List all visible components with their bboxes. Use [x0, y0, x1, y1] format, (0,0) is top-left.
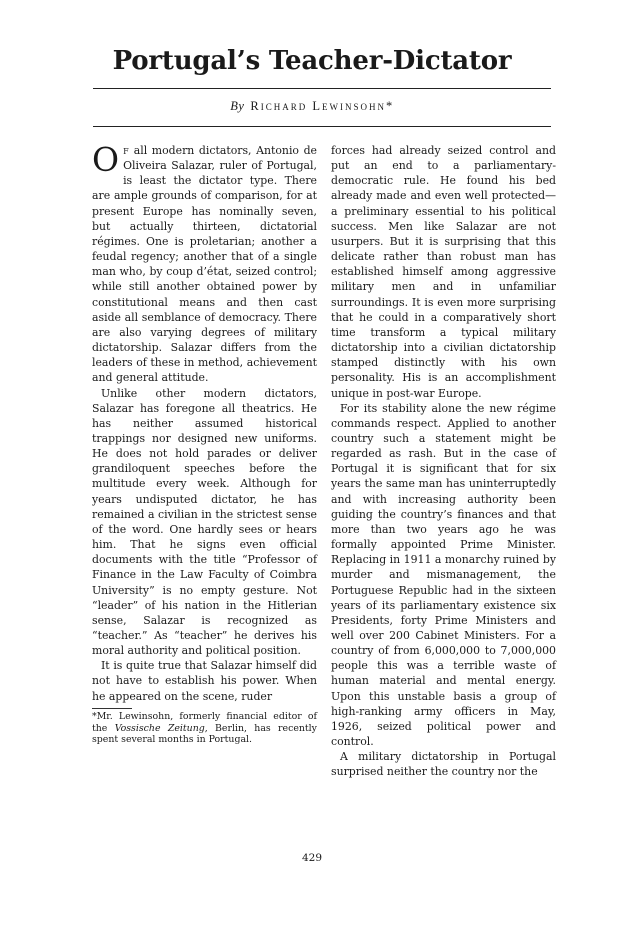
footnote-part-2: , Berlin, has recently spent several months in Portugal. [92, 722, 317, 746]
footnote-newspaper: Vossische Zeitung [114, 722, 205, 734]
footnote [92, 711, 317, 746]
left-paragraph-3: It is quite true that Salazar himself did not have to establish his power. When he appeared on the scene, ruder [92, 659, 317, 703]
byline-author: Richard Lewinsohn [250, 99, 387, 113]
byline-by: By [230, 99, 245, 113]
drop-cap-continuation: f [123, 144, 130, 157]
byline-footnote-mark: * [386, 99, 394, 113]
title-rule [93, 88, 551, 89]
footnote-part-1: *Mr. Lewinsohn, formerly financial editor of the [92, 710, 317, 734]
article-title: Portugal’s Teacher-Dictator [112, 46, 512, 76]
byline [0, 99, 624, 114]
right-paragraph-2: For its stability alone the new régime commands respect. Applied to another country such a statement might be regarded as rash. But in the case of Portugal it is significant that for six years the same man has uninterruptedly and with increasing authority been guiding the country’s finances and that more than two years ago he was formally appointed Prime Minister. Replacing in 1911 a monarchy ruined by murder and mismanagement, the Portuguese Republic had in the sixteen years of its parliamentary existence six Presidents, forty Prime Ministers and well over 200 Cabinet Ministers. For a country of from 6,000,000 to 7,000,000 people this was a terrible waste of human material and mental energy. Upon this unstable basis a group of high-ranking army officers in May, 1926, seized political power and control. [331, 401, 556, 749]
left-column [92, 140, 317, 746]
footnote-rule [92, 708, 132, 709]
drop-cap: O [92, 140, 120, 179]
left-paragraph-1 [92, 140, 317, 386]
left-paragraph-1-text: all modern dictators, Antonio de Oliveira Salazar, ruler of Portugal, is least the dictator type. There are ample grounds of comparison, for at present Europe has nominally seven, but actually thirteen, dictatorial régimes. One is proletarian; another a feudal regency; another that of a single man who, by coup d’état, seized control; while still another obtained power by constitutional means and then cast aside all semblance of democracy. There are also varying degrees of military dictatorship. Salazar differs from the leaders of these in method, achievement and general attitude. [92, 144, 317, 385]
right-paragraph-3: A military dictatorship in Portugal surprised neither the country nor the [331, 750, 556, 779]
right-column [331, 143, 556, 780]
byline-rule [93, 126, 551, 127]
right-paragraph-1: forces had already seized control and put an end to a parliamentary-democratic rule. He found his bed already made and even well protected—a preliminary essential to his political success. Men like Salazar are not usurpers. But it is surprising that this delicate rather than robust man has established himself among aggressive military men and in unfamiliar surroundings. It is even more surprising that he could in a comparatively short time transform a typical military dictatorship into a civilian dictatorship stamped distinctly with his own personality. His is an accomplishment unique in post-war Europe. [331, 144, 556, 400]
left-paragraph-2: Unlike other modern dictators, Salazar has foregone all theatrics. He has neither assumed historical trappings nor designed new uniforms. He does not hold parades or deliver grandiloquent speeches before the multitude every week. Although for years undisputed dictator, he has remained a civilian in the strictest sense of the word. One hardly sees or hears him. That he signs even official documents with the title “Professor of Finance in the Law Faculty of Coimbra University” is no empty gesture. Not “leader” of his nation in the Hitlerian sense, Salazar is recognized as “teacher.” As “teacher” he derives his moral authority and political position. [92, 386, 317, 658]
page-number: 429 [301, 852, 323, 864]
